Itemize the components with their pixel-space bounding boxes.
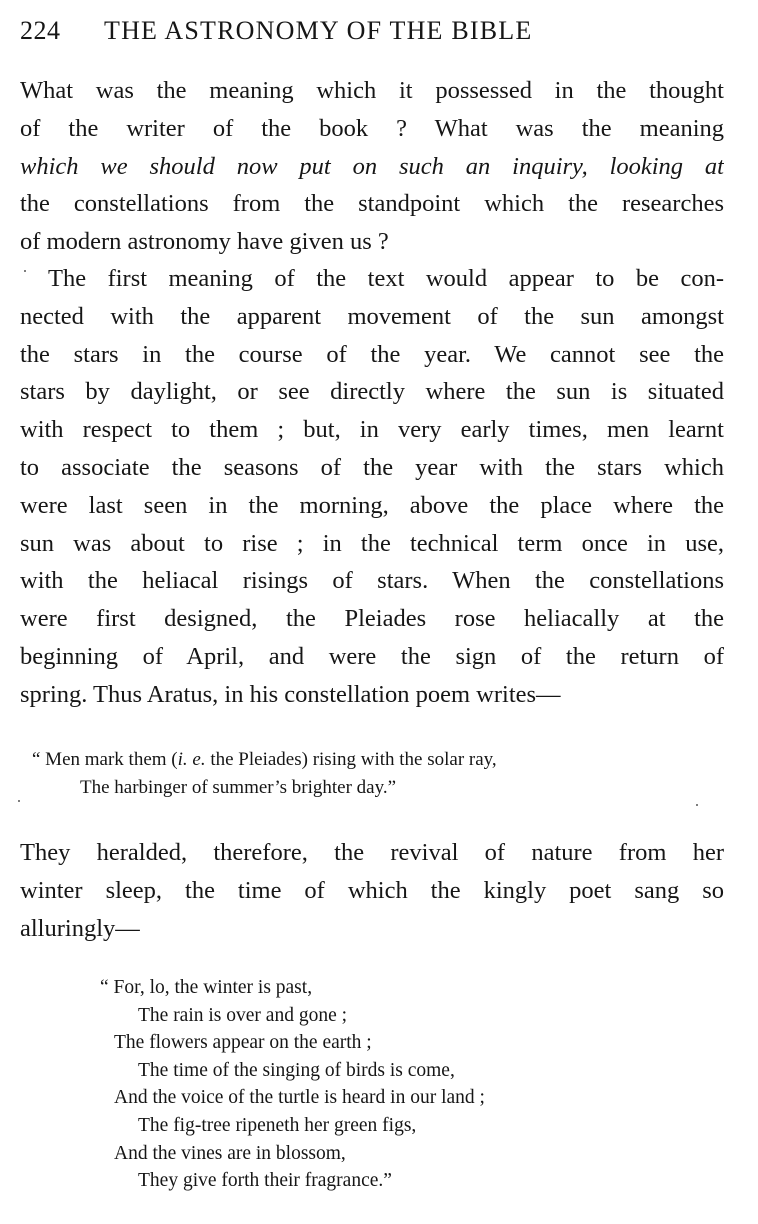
text-line: of the writer of the book ? What was the meaning xyxy=(20,114,724,142)
song-of-songs-poem xyxy=(100,974,700,1195)
quote-line: The harbinger of summer’s brighter day.” xyxy=(80,777,397,798)
quote-line-end: the Pleiades) rising with the solar ray, xyxy=(205,749,497,770)
poem-line: The flowers appear on the earth ; xyxy=(114,1032,372,1054)
poem-line: And the voice of the turtle is heard in our land ; xyxy=(114,1087,485,1109)
poem-line: The time of the singing of birds is come, xyxy=(138,1059,455,1081)
text-line: the constellations from the standpoint which the researches xyxy=(20,190,724,218)
quote-line xyxy=(32,746,712,774)
text-line: They heralded, therefore, the revival of nature from her xyxy=(20,839,724,866)
paragraph-1 xyxy=(20,72,724,261)
text-line: sun was about to rise ; in the technical term once in use, xyxy=(20,529,724,557)
text-line: What was the meaning which it possessed in the thought xyxy=(20,77,724,104)
print-speck xyxy=(18,800,20,802)
poem-line: “ For, lo, the winter is past, xyxy=(100,977,313,998)
text-line: with respect to them ; but, in very early times, men learnt xyxy=(20,416,724,444)
text-line: winter sleep, the time of which the kingly poet sang so xyxy=(20,876,724,904)
text-line: were first designed, the Pleiades rose heliacally at the xyxy=(20,605,724,633)
text-line: alluringly— xyxy=(20,914,140,942)
page-number: 224 xyxy=(20,16,61,45)
quote-line-italic: i. e. xyxy=(177,749,206,770)
text-line: stars by daylight, or see directly where the sun is situated xyxy=(20,378,724,406)
poem-line: The rain is over and gone ; xyxy=(138,1004,348,1026)
quote-line-start: “ Men mark them ( xyxy=(32,749,178,770)
poem-line: And the vines are in blossom, xyxy=(114,1142,346,1164)
text-line: beginning of April, and were the sign of the return of xyxy=(20,642,724,670)
paragraph-3 xyxy=(20,834,724,947)
page-header xyxy=(20,16,740,52)
text-line-content: which we should now put on such an inquiry, looking at xyxy=(20,152,724,180)
text-line: with the heliacal risings of stars. When the constellations xyxy=(20,567,724,595)
text-line: the stars in the course of the year. We cannot see the xyxy=(20,340,724,368)
print-speck xyxy=(696,804,698,806)
running-title: THE ASTRONOMY OF THE BIBLE xyxy=(104,16,533,45)
text-line: were last seen in the morning, above the place where the xyxy=(20,491,724,519)
paragraph-2 xyxy=(20,260,724,714)
poem-line: They give forth their fragrance.” xyxy=(138,1170,392,1192)
text-line: The first meaning of the text would appear to be con- xyxy=(48,265,724,292)
text-line: nected with the apparent movement of the sun amongst xyxy=(20,302,724,330)
text-line: to associate the seasons of the year with the stars which xyxy=(20,453,724,481)
text-line: spring. Thus Aratus, in his constellation poem writes— xyxy=(20,680,561,708)
print-speck xyxy=(24,270,26,272)
text-line: of modern astronomy have given us ? xyxy=(20,228,389,256)
aratus-quote xyxy=(32,746,712,802)
text-line xyxy=(20,148,724,186)
poem-line: The fig-tree ripeneth her green figs, xyxy=(138,1114,417,1136)
